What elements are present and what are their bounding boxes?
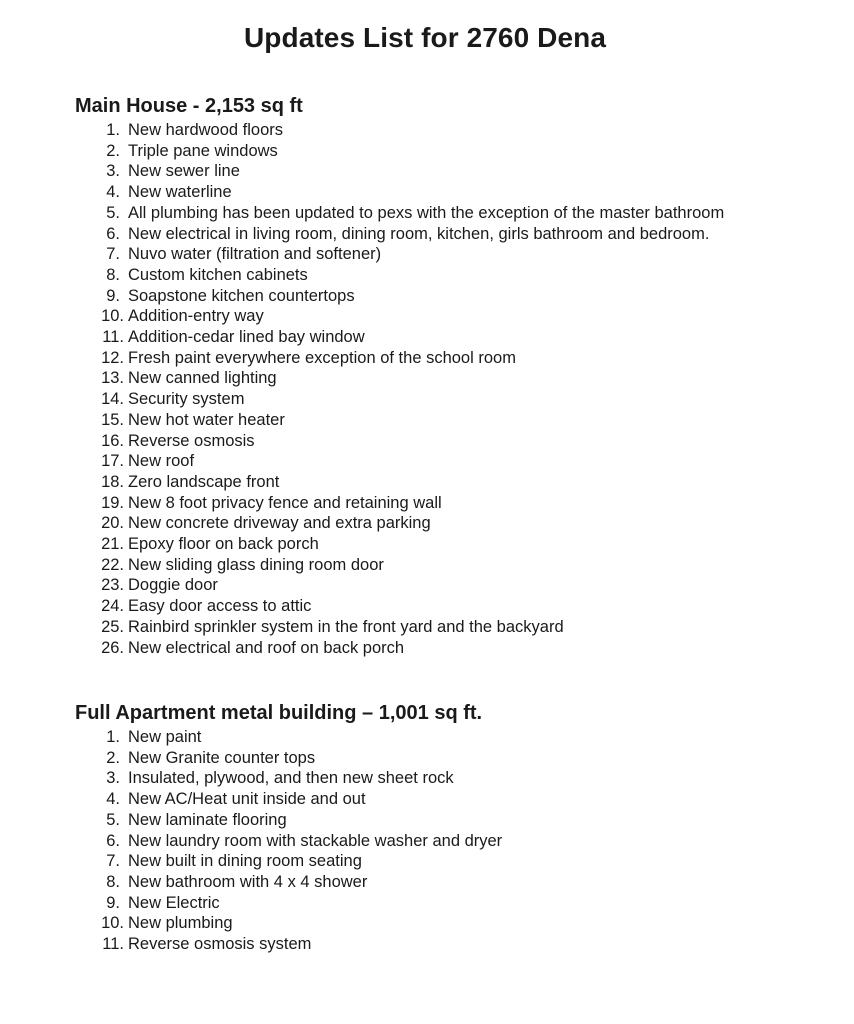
list-item-text: Triple pane windows <box>128 141 278 160</box>
list-item-text: New hardwood floors <box>128 121 283 139</box>
list-item-number: 1. <box>106 728 120 746</box>
list-item-text: All plumbing has been updated to pexs with the exception of the master bathroom <box>128 203 725 222</box>
list-item-number: 1. <box>106 121 120 139</box>
list-item-number: 20. <box>101 514 124 533</box>
list-item-number: 2. <box>106 748 120 767</box>
list-item <box>75 851 815 872</box>
list-item <box>75 182 815 203</box>
document-title: Updates List for 2760 Dena <box>243 22 607 53</box>
list-item-number: 4. <box>106 183 120 202</box>
list-item-text: New canned lighting <box>128 369 277 388</box>
list-item <box>75 493 815 514</box>
list-item <box>75 244 815 265</box>
list-item-text: Epoxy floor on back porch <box>128 535 319 554</box>
list-item-number: 3. <box>106 162 120 181</box>
section-heading: Full Apartment metal building – 1,001 sq ft. <box>75 702 483 724</box>
list-item-number: 6. <box>106 831 120 850</box>
list-item-number: 16. <box>101 431 124 450</box>
list-item-text: New bathroom with 4 x 4 shower <box>128 872 368 891</box>
list-item-text: New sliding glass dining room door <box>128 555 384 574</box>
list-item-number: 8. <box>106 872 120 891</box>
list-item <box>75 286 815 307</box>
list-item <box>75 431 815 452</box>
list-item-text: Addition-cedar lined bay window <box>128 328 365 347</box>
list-item <box>75 534 815 555</box>
list-item-text: Easy door access to attic <box>128 597 312 616</box>
list-item <box>75 472 815 493</box>
list-item <box>75 348 815 369</box>
list-item-number: 22. <box>101 555 124 574</box>
list-item-text: Security system <box>128 390 245 409</box>
list-item <box>75 368 815 389</box>
list-item-number: 24. <box>101 597 124 616</box>
list-item <box>75 768 815 789</box>
list-item-number: 6. <box>106 224 120 243</box>
list-item <box>75 831 815 852</box>
list-item <box>75 410 815 431</box>
list-item <box>75 141 815 162</box>
list-item-number: 26. <box>101 638 124 657</box>
list-item-text: Custom kitchen cabinets <box>128 265 308 284</box>
list-item-text: New concrete driveway and extra parking <box>128 514 431 533</box>
list-item-text: New Granite counter tops <box>128 748 316 767</box>
list-item-number: 10. <box>101 914 124 933</box>
list-item-number: 11. <box>102 328 124 347</box>
list-item-number: 14. <box>101 390 124 409</box>
list-item <box>75 872 815 893</box>
list-item-text: New electrical and roof on back porch <box>128 638 405 657</box>
list-item-text: Reverse osmosis system <box>128 935 312 954</box>
list-item <box>75 913 815 934</box>
list-item <box>75 306 815 327</box>
list-item <box>75 555 815 576</box>
list-item-text: New Electric <box>128 893 220 912</box>
list-item-text: New 8 foot privacy fence and retaining wall <box>128 493 442 512</box>
list-item-text: Reverse osmosis <box>128 431 255 450</box>
list-item-number: 19. <box>101 493 124 512</box>
list-item <box>75 810 815 831</box>
list-item-number: 21. <box>101 535 124 554</box>
list-item-text: Zero landscape front <box>128 472 280 491</box>
list-item <box>75 120 815 141</box>
list-item-number: 15. <box>101 410 124 429</box>
section-heading: Main House - 2,153 sq ft <box>75 95 303 117</box>
list-item-number: 9. <box>106 286 120 305</box>
list-item-number: 11. <box>102 935 124 954</box>
list-item <box>75 327 815 348</box>
list-item-text: New laundry room with stackable washer and dryer <box>128 831 503 850</box>
list-item-text: New built in dining room seating <box>128 852 362 871</box>
list-item <box>75 224 815 245</box>
list-item <box>75 451 815 472</box>
list-item <box>75 575 815 596</box>
list-item-number: 10. <box>101 307 124 326</box>
list-item <box>75 161 815 182</box>
list-item-number: 7. <box>106 245 120 264</box>
list-item-number: 12. <box>101 348 124 367</box>
list-item-text: Doggie door <box>128 576 218 595</box>
list-item-text: New waterline <box>128 183 232 202</box>
list-item-text: New roof <box>128 452 195 471</box>
list-item <box>75 934 815 955</box>
list-item-text: New laminate flooring <box>128 810 287 829</box>
list-item-text: Soapstone kitchen countertops <box>128 286 355 305</box>
list-item-text: Rainbird sprinkler system in the front yard and the backyard <box>128 617 564 636</box>
list-item <box>75 727 815 748</box>
updates-list <box>75 727 815 955</box>
list-item-number: 18. <box>101 472 124 491</box>
list-item-text: New paint <box>128 728 202 746</box>
list-item-number: 8. <box>106 265 120 284</box>
list-item <box>75 638 815 659</box>
list-item-text: New hot water heater <box>128 410 285 429</box>
list-item <box>75 596 815 617</box>
list-item-number: 13. <box>101 369 124 388</box>
list-item <box>75 617 815 638</box>
list-item <box>75 893 815 914</box>
section-main-house <box>75 93 815 658</box>
list-item <box>75 748 815 769</box>
list-item-number: 17. <box>101 452 124 471</box>
list-item <box>75 265 815 286</box>
list-item-text: New plumbing <box>128 914 233 933</box>
list-item-number: 23. <box>101 576 124 595</box>
list-item-text: Fresh paint everywhere exception of the school room <box>128 348 516 367</box>
list-item-number: 25. <box>101 617 124 636</box>
list-item-text: New electrical in living room, dining room, kitchen, girls bathroom and bedroom. <box>128 224 710 243</box>
section-apartment <box>75 700 815 955</box>
list-item-number: 7. <box>106 852 120 871</box>
list-item-number: 5. <box>106 810 120 829</box>
list-item-text: Addition-entry way <box>128 307 264 326</box>
list-item-text: New AC/Heat unit inside and out <box>128 790 366 809</box>
list-item <box>75 789 815 810</box>
list-item-text: Insulated, plywood, and then new sheet rock <box>128 769 454 788</box>
list-item-text: New sewer line <box>128 162 240 181</box>
updates-list <box>75 120 815 658</box>
list-item <box>75 389 815 410</box>
list-item <box>75 513 815 534</box>
list-item-number: 4. <box>106 790 120 809</box>
list-item-number: 3. <box>106 769 120 788</box>
list-item <box>75 203 815 224</box>
list-item-number: 9. <box>106 893 120 912</box>
list-item-text: Nuvo water (filtration and softener) <box>128 245 382 264</box>
list-item-number: 2. <box>106 141 120 160</box>
list-item-number: 5. <box>106 203 120 222</box>
